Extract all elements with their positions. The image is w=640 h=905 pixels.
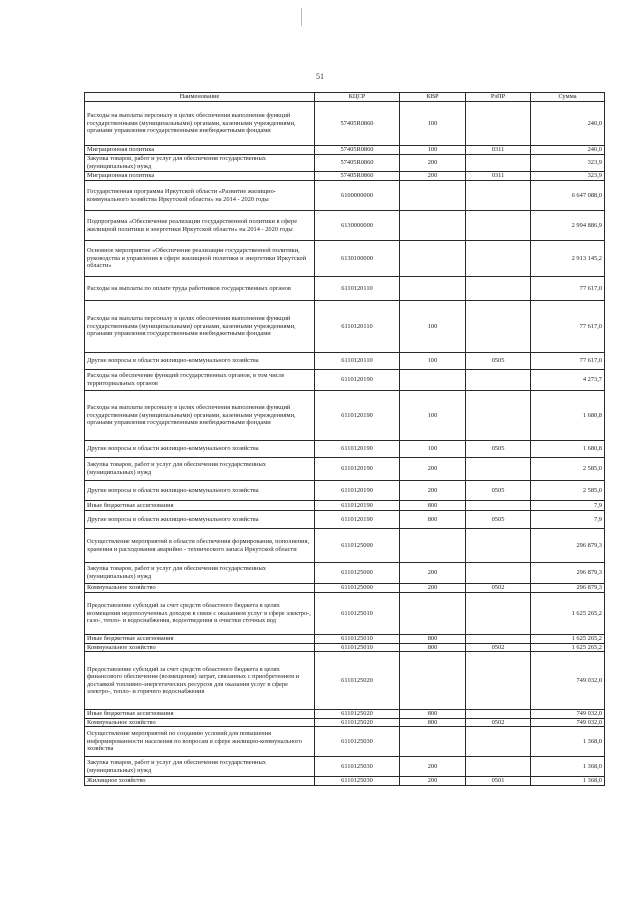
cell-name: Основное мероприятие «Обеспечение реализации государственной политики, руководства и управления в сфере жилищной политики и энергетики Иркутской области» xyxy=(85,241,315,277)
cell-name: Другие вопросы в области жилищно-коммунального хозяйства xyxy=(85,511,315,529)
cell-sum: 240,0 xyxy=(531,146,605,155)
cell-kcsr: 6110120190 xyxy=(315,501,400,511)
cell-kvr xyxy=(400,241,466,277)
table-row xyxy=(85,718,605,727)
table-row xyxy=(85,593,605,635)
cell-rzpr xyxy=(466,563,531,584)
cell-sum: 296 879,3 xyxy=(531,563,605,584)
table-row xyxy=(85,441,605,458)
cell-sum: 240,0 xyxy=(531,102,605,146)
cell-sum: 749 032,0 xyxy=(531,718,605,727)
cell-kcsr: 6110125020 xyxy=(315,710,400,719)
cell-name: Подпрограмма «Обеспечение реализации государственной политики в сфере жилищной политики и энергетики Иркутской области» на 2014 - 2020 годы xyxy=(85,211,315,241)
cell-rzpr xyxy=(466,652,531,710)
table-row xyxy=(85,458,605,481)
cell-kcsr: 6110120190 xyxy=(315,511,400,529)
cell-kcsr: 6110125030 xyxy=(315,727,400,757)
cell-name: Осуществление мероприятий по созданию условий для повышения информированности населения по вопросам в сфере жилищно-коммунального хозяйства xyxy=(85,727,315,757)
cell-sum: 296 879,3 xyxy=(531,584,605,593)
cell-name: Закупка товаров, работ и услуг для обеспечения государственных (муниципальных) нужд xyxy=(85,563,315,584)
header-sum: Сумма xyxy=(531,93,605,102)
cell-rzpr: 0502 xyxy=(466,584,531,593)
cell-rzpr xyxy=(466,241,531,277)
cell-kvr: 100 xyxy=(400,353,466,370)
cell-kcsr: 6110120110 xyxy=(315,301,400,353)
cell-kvr: 200 xyxy=(400,458,466,481)
table-row xyxy=(85,710,605,719)
cell-sum: 2 585,0 xyxy=(531,481,605,501)
cell-sum: 1 625 265,2 xyxy=(531,635,605,644)
cell-rzpr: 0311 xyxy=(466,146,531,155)
cell-rzpr xyxy=(466,301,531,353)
cell-sum: 77 617,0 xyxy=(531,353,605,370)
cell-sum: 749 032,0 xyxy=(531,652,605,710)
table-row xyxy=(85,102,605,146)
cell-sum: 323,9 xyxy=(531,155,605,172)
cell-kcsr: 6110120110 xyxy=(315,353,400,370)
cell-rzpr xyxy=(466,529,531,563)
cell-name: Расходы на обеспечение функций государственных органов, в том числе территориальных органов xyxy=(85,370,315,391)
cell-name: Миграционная политика xyxy=(85,146,315,155)
cell-kvr: 200 xyxy=(400,563,466,584)
table-row xyxy=(85,511,605,529)
budget-table xyxy=(84,92,605,786)
cell-kvr xyxy=(400,211,466,241)
table-row xyxy=(85,757,605,777)
cell-rzpr xyxy=(466,211,531,241)
table-row xyxy=(85,301,605,353)
cell-name: Иные бюджетные ассигнования xyxy=(85,501,315,511)
cell-kvr xyxy=(400,652,466,710)
cell-kcsr: 6130100000 xyxy=(315,241,400,277)
cell-sum: 1 368,0 xyxy=(531,727,605,757)
cell-sum: 77 617,0 xyxy=(531,277,605,301)
cell-name: Государственная программа Иркутской области «Развитие жилищно-коммунального хозяйства Иркутской области» на 2014 - 2020 годы xyxy=(85,181,315,211)
cell-sum: 1 368,0 xyxy=(531,757,605,777)
cell-sum: 6 647 088,0 xyxy=(531,181,605,211)
cell-kvr xyxy=(400,529,466,563)
cell-kvr: 200 xyxy=(400,481,466,501)
cell-name: Осуществление мероприятий в области обеспечения формирования, пополнения, хранения и расходования аварийно - технического запаса Иркутской области xyxy=(85,529,315,563)
cell-rzpr: 0505 xyxy=(466,511,531,529)
cell-kvr xyxy=(400,370,466,391)
cell-kcsr: 57405R0860 xyxy=(315,155,400,172)
cell-kvr: 100 xyxy=(400,146,466,155)
cell-rzpr xyxy=(466,370,531,391)
cell-name: Миграционная политика xyxy=(85,172,315,181)
table-row xyxy=(85,481,605,501)
cell-name: Закупка товаров, работ и услуг для обеспечения государственных (муниципальных) нужд xyxy=(85,757,315,777)
table-row xyxy=(85,529,605,563)
table-row xyxy=(85,155,605,172)
table-row xyxy=(85,584,605,593)
cell-name: Другие вопросы в области жилищно-коммунального хозяйства xyxy=(85,481,315,501)
cell-kvr: 100 xyxy=(400,102,466,146)
cell-kvr: 800 xyxy=(400,643,466,652)
cell-sum: 296 879,3 xyxy=(531,529,605,563)
cell-name: Коммунальное хозяйство xyxy=(85,718,315,727)
cell-kcsr: 6110120190 xyxy=(315,370,400,391)
table-row xyxy=(85,777,605,786)
cell-sum: 1 625 265,2 xyxy=(531,643,605,652)
cell-kvr: 100 xyxy=(400,391,466,441)
cell-kvr: 200 xyxy=(400,757,466,777)
cell-kvr: 800 xyxy=(400,718,466,727)
cell-name: Жилищное хозяйство xyxy=(85,777,315,786)
table-row xyxy=(85,181,605,211)
cell-rzpr xyxy=(466,458,531,481)
cell-rzpr: 0505 xyxy=(466,353,531,370)
cell-kcsr: 6110125020 xyxy=(315,652,400,710)
cell-kcsr: 57405R0860 xyxy=(315,146,400,155)
cell-name: Закупка товаров, работ и услуг для обеспечения государственных (муниципальных) нужд xyxy=(85,458,315,481)
cell-sum: 323,9 xyxy=(531,172,605,181)
cell-kvr: 200 xyxy=(400,584,466,593)
cell-rzpr xyxy=(466,391,531,441)
cell-sum: 2 913 145,2 xyxy=(531,241,605,277)
cell-kvr: 800 xyxy=(400,635,466,644)
cell-kcsr: 6110120110 xyxy=(315,277,400,301)
header-name: Наименование xyxy=(85,93,315,102)
cell-kcsr: 6110120190 xyxy=(315,481,400,501)
cell-rzpr xyxy=(466,593,531,635)
cell-kcsr: 6110120190 xyxy=(315,391,400,441)
cell-kcsr: 6110125000 xyxy=(315,584,400,593)
table-row xyxy=(85,563,605,584)
cell-sum: 1 368,0 xyxy=(531,777,605,786)
cell-name: Расходы на выплаты по оплате труда работников государственных органов xyxy=(85,277,315,301)
cell-kvr: 100 xyxy=(400,301,466,353)
cell-rzpr: 0502 xyxy=(466,718,531,727)
table-header xyxy=(85,93,605,102)
cell-kcsr: 6110120190 xyxy=(315,441,400,458)
cell-kcsr: 6110120190 xyxy=(315,458,400,481)
cell-kcsr: 6100000000 xyxy=(315,181,400,211)
cell-kvr xyxy=(400,181,466,211)
cell-sum: 1 680,8 xyxy=(531,391,605,441)
cell-kvr xyxy=(400,277,466,301)
cell-rzpr: 0311 xyxy=(466,172,531,181)
cell-rzpr xyxy=(466,155,531,172)
cell-rzpr xyxy=(466,277,531,301)
cell-rzpr: 0505 xyxy=(466,441,531,458)
cell-kcsr: 6130000000 xyxy=(315,211,400,241)
page-number: 51 xyxy=(316,72,324,81)
cell-kcsr: 6110125010 xyxy=(315,643,400,652)
header-kvr: КВР xyxy=(400,93,466,102)
cell-name: Расходы на выплаты персоналу в целях обеспечения выполнения функций государственными (муниципальными) органами, казенными учреждениями, органами управления государственными внебюджетными фондами xyxy=(85,391,315,441)
cell-kcsr: 6110125010 xyxy=(315,635,400,644)
cell-sum: 4 273,7 xyxy=(531,370,605,391)
cell-sum: 1 680,8 xyxy=(531,441,605,458)
cell-kcsr: 6110125010 xyxy=(315,593,400,635)
table-row xyxy=(85,211,605,241)
table-row xyxy=(85,643,605,652)
table-row xyxy=(85,353,605,370)
cell-kcsr: 6110125030 xyxy=(315,757,400,777)
cell-kvr: 800 xyxy=(400,710,466,719)
cell-kcsr: 6110125000 xyxy=(315,529,400,563)
cell-name: Предоставление субсидий за счет средств областного бюджета в целях финансового обеспечения (возмещения) затрат, связанных с приобретением и доставкой топливно-энергетических ресурсов для оказания услуг в сфере электро-, тепло- и горячего водоснабжения xyxy=(85,652,315,710)
cell-name: Предоставление субсидий за счет средств областного бюджета в целях возмещения недополученных доходов в связи с оказанием услуг в сфере электро-, газо-, тепло- и водоснабжения, водоотведения и очистки сточных вод xyxy=(85,593,315,635)
header-kcsr: КЦСР xyxy=(315,93,400,102)
cell-sum: 7,9 xyxy=(531,511,605,529)
cell-rzpr: 0505 xyxy=(466,481,531,501)
table-row xyxy=(85,146,605,155)
cell-name: Иные бюджетные ассигнования xyxy=(85,635,315,644)
cell-kvr: 200 xyxy=(400,172,466,181)
cell-kvr: 200 xyxy=(400,155,466,172)
table-row xyxy=(85,277,605,301)
cell-rzpr xyxy=(466,501,531,511)
cell-name: Закупка товаров, работ и услуг для обеспечения государственных (муниципальных) нужд xyxy=(85,155,315,172)
cell-sum: 2 585,0 xyxy=(531,458,605,481)
header-row xyxy=(85,93,605,102)
cell-rzpr xyxy=(466,635,531,644)
cell-kcsr: 6110125030 xyxy=(315,777,400,786)
table-row xyxy=(85,241,605,277)
table-row xyxy=(85,172,605,181)
cell-kvr: 800 xyxy=(400,511,466,529)
cell-rzpr xyxy=(466,181,531,211)
cell-name: Другие вопросы в области жилищно-коммунального хозяйства xyxy=(85,441,315,458)
cell-kcsr: 6110125000 xyxy=(315,563,400,584)
cell-kvr: 800 xyxy=(400,501,466,511)
cell-kvr xyxy=(400,593,466,635)
cell-name: Другие вопросы в области жилищно-коммунального хозяйства xyxy=(85,353,315,370)
table-row xyxy=(85,635,605,644)
cell-sum: 7,9 xyxy=(531,501,605,511)
cell-sum: 1 625 265,2 xyxy=(531,593,605,635)
cell-rzpr xyxy=(466,757,531,777)
cell-name: Иные бюджетные ассигнования xyxy=(85,710,315,719)
cell-sum: 77 617,0 xyxy=(531,301,605,353)
cell-kvr: 100 xyxy=(400,441,466,458)
cell-kcsr: 6110125020 xyxy=(315,718,400,727)
table-body xyxy=(85,102,605,786)
table-row xyxy=(85,652,605,710)
cell-kvr xyxy=(400,727,466,757)
cell-kcsr: 57405R0860 xyxy=(315,102,400,146)
cell-name: Коммунальное хозяйство xyxy=(85,643,315,652)
table-row xyxy=(85,501,605,511)
cell-rzpr xyxy=(466,710,531,719)
cell-kcsr: 57405R0860 xyxy=(315,172,400,181)
cell-name: Коммунальное хозяйство xyxy=(85,584,315,593)
cell-name: Расходы на выплаты персоналу в целях обеспечения выполнения функций государственными (муниципальными) органами, казенными учреждениями, органами управления государственными внебюджетными фондами xyxy=(85,102,315,146)
cell-rzpr: 0501 xyxy=(466,777,531,786)
table-row xyxy=(85,391,605,441)
cell-sum: 2 994 886,9 xyxy=(531,211,605,241)
cell-rzpr: 0502 xyxy=(466,643,531,652)
scan-artifact-line xyxy=(301,8,302,26)
table-row xyxy=(85,727,605,757)
cell-name: Расходы на выплаты персоналу в целях обеспечения выполнения функций государственными (муниципальными) органами, казенными учреждениями, органами управления государственными внебюджетными фондами xyxy=(85,301,315,353)
cell-sum: 749 032,0 xyxy=(531,710,605,719)
table-row xyxy=(85,370,605,391)
cell-rzpr xyxy=(466,727,531,757)
cell-rzpr xyxy=(466,102,531,146)
cell-kvr: 200 xyxy=(400,777,466,786)
header-rzpr: РзПР xyxy=(466,93,531,102)
